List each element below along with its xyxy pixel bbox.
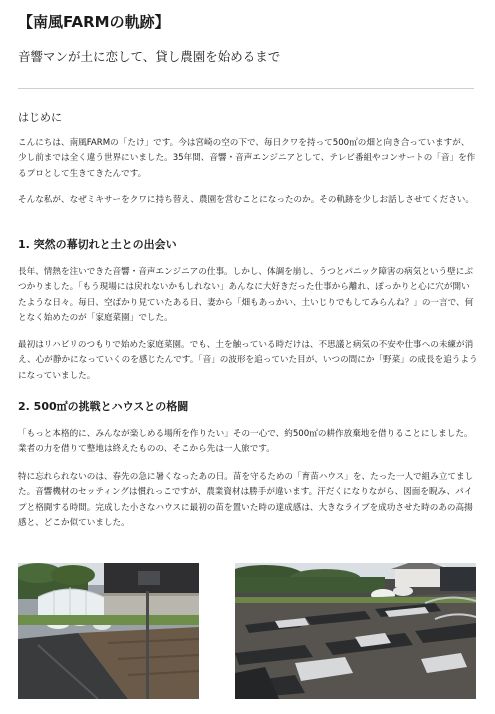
section-1-heading: 1. 突然の幕切れと土との出会い <box>18 238 177 251</box>
greenhouse-field-photo <box>18 563 199 699</box>
header-divider <box>18 88 474 89</box>
intro-paragraph-1: こんにちは、南風FARMの「たけ」です。今は宮崎の空の下で、毎日クワを持って500㎡の畑と向き合っていますが、少し前までは全く違う世界にいました。35年間、音響・音声エンジニアとして、テレビ番組やコンサートの「音」を作るプロとして生きてきたんです。 <box>18 138 476 179</box>
greenhouse-field-photo-icon <box>18 563 199 699</box>
site-title: 【南風FARMの軌跡】 <box>18 13 170 31</box>
section-2-paragraph-2: 特に忘れられないのは、春先の急に暑くなったあの日。苗を守るための「育苗ハウス」を、たった一人で組み立てました。音響機材のセッティングは慣れっこですが、農業資材は勝手が違います。汗だくになりながら、図面を睨み、パイプと格闘する時間。完成した小さなハウスに最初の苗を置いた時の達成感は、大きなライブを成功させた時のあの高揚感と、どこか似ていました。 <box>18 472 474 528</box>
section-1-paragraph-2: 最初はリハビリのつもりで始めた家庭菜園。でも、土を触っている時だけは、不思議と病気の不安や仕事への未練が消え、心が静かになっていくのを感じたんです。「音」の波形を追っていた目が、いつの間にか「野菜」の成長を追うようになっていました。 <box>18 340 478 381</box>
section-2-paragraph-1: 「もっと本格的に、みんなが楽しめる場所を作りたい」その一心で、約500㎡の耕作放棄地を借りることにしました。業者の力を借りて整地は終えたものの、そこから先は一人旅です。 <box>18 429 473 455</box>
mulched-field-rows-photo <box>235 563 476 699</box>
section-1-paragraph-1: 長年、情熱を注いできた音響・音声エンジニアの仕事。しかし、体調を崩し、うつとパニック障害の病気という壁にぶつかりました。「もう現場には戻れないかもしれない」あんなに大好きだった仕事から離れ、ぽっかりと心に穴が開いたような日々。毎日、空ばかり見ていたある日、妻から「畑もあっかい、土いじりでもしてみらんね？」の一言で、何となく始めたのが「家庭菜園」でした。 <box>18 267 474 323</box>
article-subtitle: 音響マンが土に恋して、貸し農園を始めるまで <box>18 49 281 64</box>
intro-heading: はじめに <box>18 111 62 124</box>
section-2-heading: 2. 500㎡の挑戦とハウスとの格闘 <box>18 400 189 413</box>
mulched-field-rows-photo-icon <box>235 563 476 699</box>
intro-paragraph-2: そんな私が、なぜミキサーをクワに持ち替え、農園を営むことになったのか。その軌跡を少しお話しさせてください。 <box>18 195 474 205</box>
